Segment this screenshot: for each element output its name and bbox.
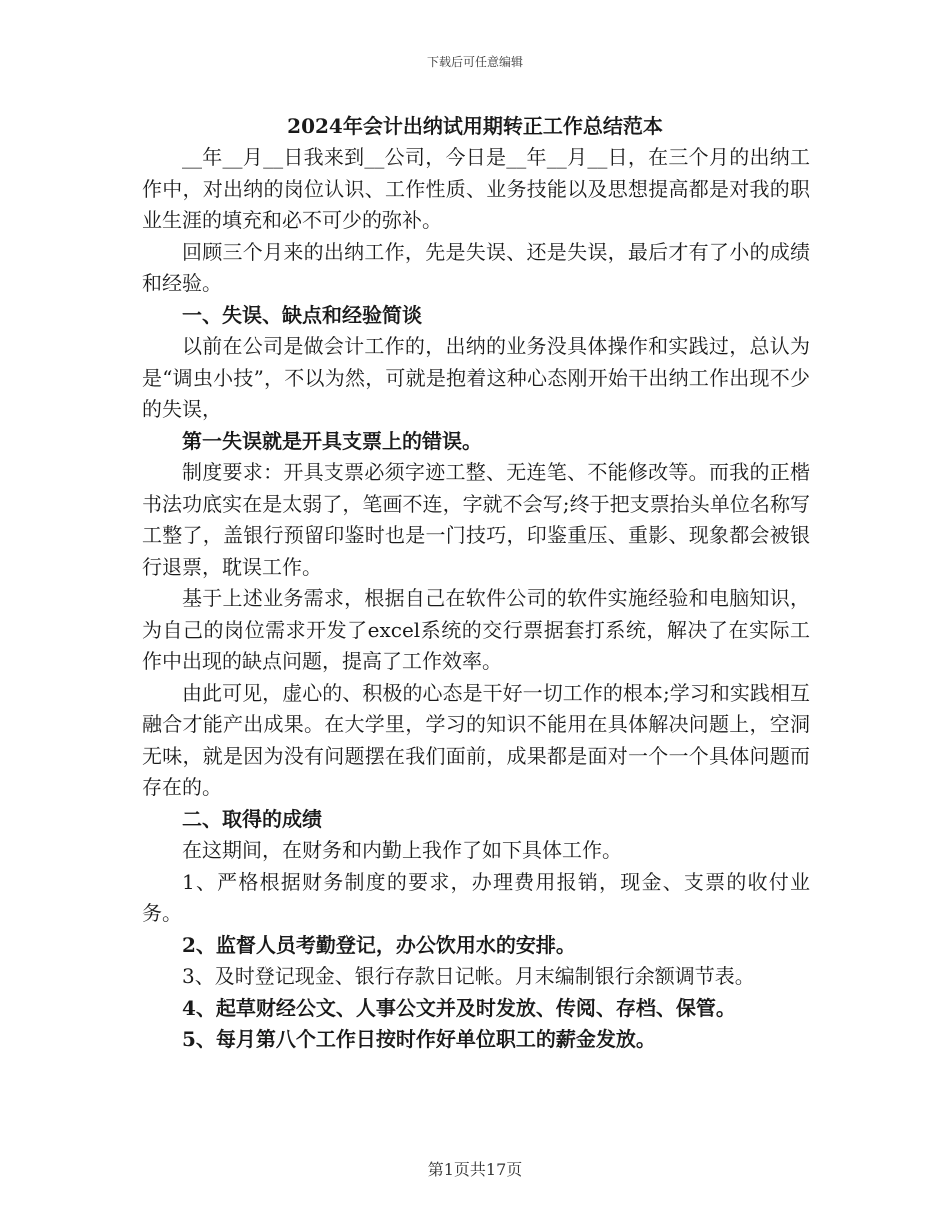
paragraph-cheque-rules: 制度要求：开具支票必须字迹工整、无连笔、不能修改等。而我的正楷书法功底实在是太弱了，笔画不连，字就不会写;终于把支票抬头单位名称写工整了，盖银行预留印鉴时也是一门技巧，印鉴重压、重影、现象都会被银行退票，耽误工作。: [142, 460, 810, 579]
document-body: [142, 142, 810, 1056]
paragraph-review: 回顾三个月来的出纳工作，先是失误、还是失误，最后才有了小的成绩和经验。: [142, 239, 810, 295]
paragraph-intro: __年__月__日我来到__公司，今日是__年__月__日，在三个月的出纳工作中，对出纳的岗位认识、工作性质、业务技能以及思想提高都是对我的职业生涯的填充和必不可少的弥补。: [142, 145, 810, 232]
paragraph-lesson: 由此可见，虚心的、积极的心态是干好一切工作的根本;学习和实践相互融合才能产出成果。在大学里，学习的知识不能用在具体解决问题上，空洞无味，就是因为没有问题摆在我们面前，成果都是面对一个一个具体问题而存在的。: [142, 680, 810, 799]
list-item-2: 2、监督人员考勤登记，办公饮用水的安排。: [182, 932, 576, 957]
subheading-first-mistake: 第一失误就是开具支票上的错误。: [182, 428, 482, 453]
list-item-4: 4、起草财经公文、人事公文并及时发放、传阅、存档、保管。: [182, 995, 736, 1020]
paragraph-excel-system: 基于上述业务需求，根据自己在软件公司的软件实施经验和电脑知识，为自己的岗位需求开发了excel系统的交行票据套打系统，解决了在实际工作中出现的缺点问题，提高了工作效率。: [142, 586, 810, 673]
list-item-1: 1、严格根据财务制度的要求，办理费用报销，现金、支票的收付业务。: [142, 869, 810, 925]
paragraph-work-intro: 在这期间，在财务和内勤上我作了如下具体工作。: [182, 838, 622, 862]
document-title: 2024年会计出纳试用期转正工作总结范本: [287, 114, 663, 138]
section-heading-mistakes: 一、失误、缺点和经验简谈: [182, 302, 422, 327]
section-heading-achievements: 二、取得的成绩: [182, 806, 322, 831]
list-item-5: 5、每月第八个工作日按时作好单位职工的薪金发放。: [182, 1027, 656, 1051]
page-number: 第1页共17页: [427, 1160, 523, 1179]
header-note: 下载后可任意编辑: [426, 55, 523, 69]
list-item-3: 3、及时登记现金、银行存款日记帐。月末编制银行余额调节表。: [182, 964, 755, 988]
paragraph-past-work: 以前在公司是做会计工作的，出纳的业务没具体操作和实践过，总认为是“调虫小技”，不以为然，可就是抱着这种心态刚开始干出纳工作出现不少的失误，: [142, 334, 810, 421]
